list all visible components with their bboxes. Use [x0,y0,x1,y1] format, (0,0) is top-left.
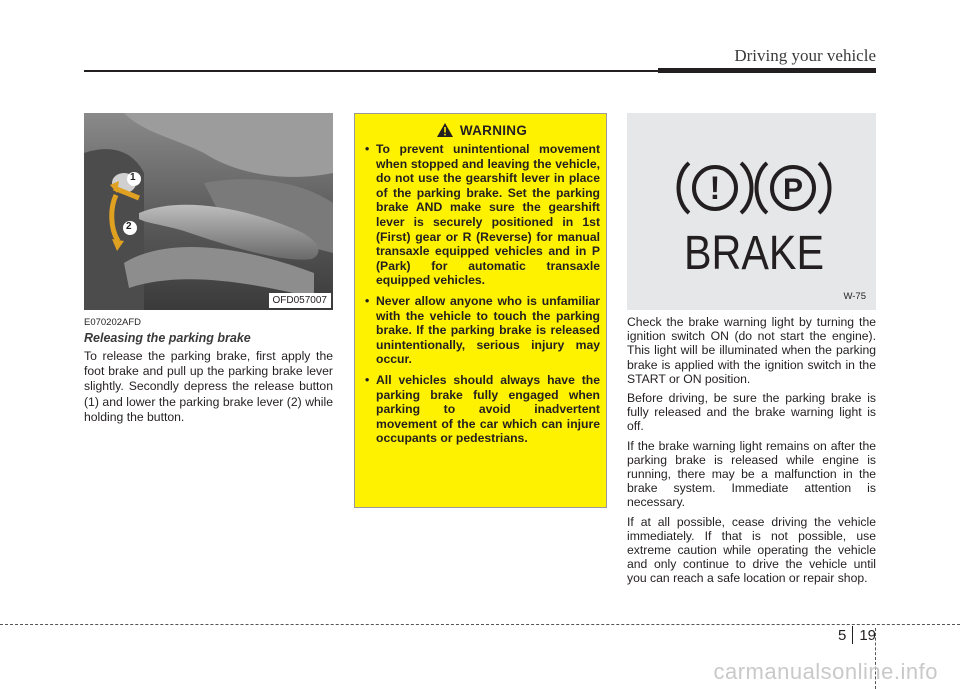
header-rule-accent [658,68,876,73]
footer-rule [0,624,960,625]
warning-box [354,113,607,508]
releasing-instructions: To release the parking brake, first apply the foot brake and pull up the parking brake lever slightly. Secondly depress the release button (1) and lower the parking brake lever (2) while holding the button. [84,349,333,424]
callout-2-label: 2 [126,221,132,232]
header-rule [84,70,658,72]
brake-warning-light-image [627,113,876,310]
brake-label-glyph: BRAKE [684,227,824,280]
watermark: carmanualsonline.info [713,659,938,684]
section-code: E070202AFD [84,317,142,328]
paragraph: Before driving, be sure the parking brake is fully released and the brake warning light is off. [627,391,876,434]
chapter-number: 5 [837,626,847,644]
brake-light-instructions [627,315,876,591]
warning-triangle-icon [436,122,454,138]
warning-item: • All vehicles should always have the parking brake fully engaged when parking to avoid inadvertent movement of the car which can injure occupants or pedestrians. [363,373,600,446]
section-subheading: Releasing the parking brake [84,331,251,345]
paragraph: If the brake warning light remains on after the parking brake is released while engine is running, there may be a malfunction in the brake system. Immediate attention is necessary. [627,438,876,510]
page-number [838,626,876,644]
paragraph: Check the brake warning light by turning the ignition switch ON (do not start the engine). This light will be illuminated when the parking brake is applied with the ignition switch in the START or ON position. [627,315,876,386]
paragraph: If at all possible, cease driving the vehicle immediately. If that is not possible, use extreme caution while operating the vehicle and only continue to drive the vehicle until you can reach a safe location or repair shop. [627,514,876,586]
page-number-value: 19 [859,626,876,644]
warning-title: WARNING [459,122,528,138]
warning-list [363,142,600,446]
warning-item: • Never allow anyone who is unfamiliar with the vehicle to touch the parking brake. If the parking brake is released unintentionally, serious injury may occur. [363,294,600,367]
exclamation-glyph: ! [709,170,721,206]
callout-1-label: 1 [130,172,136,183]
image-reference-tag: W-75 [843,291,866,302]
page-number-divider [852,626,853,644]
warning-item: • To prevent unintentional movement when stopped and leaving the vehicle, do not use the gearshift lever in place of the parking brake. Set the parking brake AND make sure the gearshift lever is securely positioned in 1st (First) gear or R (Reverse) for manual transaxle equipped vehicles and in P (Park) for automatic transaxle equipped vehicles. [363,142,600,288]
brake-warning-symbol [627,113,876,310]
parking-brake-illustration [84,113,333,310]
parking-brake-photo [84,113,333,310]
park-glyph: P [782,173,804,206]
page-header-title: Driving your vehicle [734,46,876,65]
warning-header [363,122,600,138]
photo-reference-tag: OFD057007 [269,293,331,308]
